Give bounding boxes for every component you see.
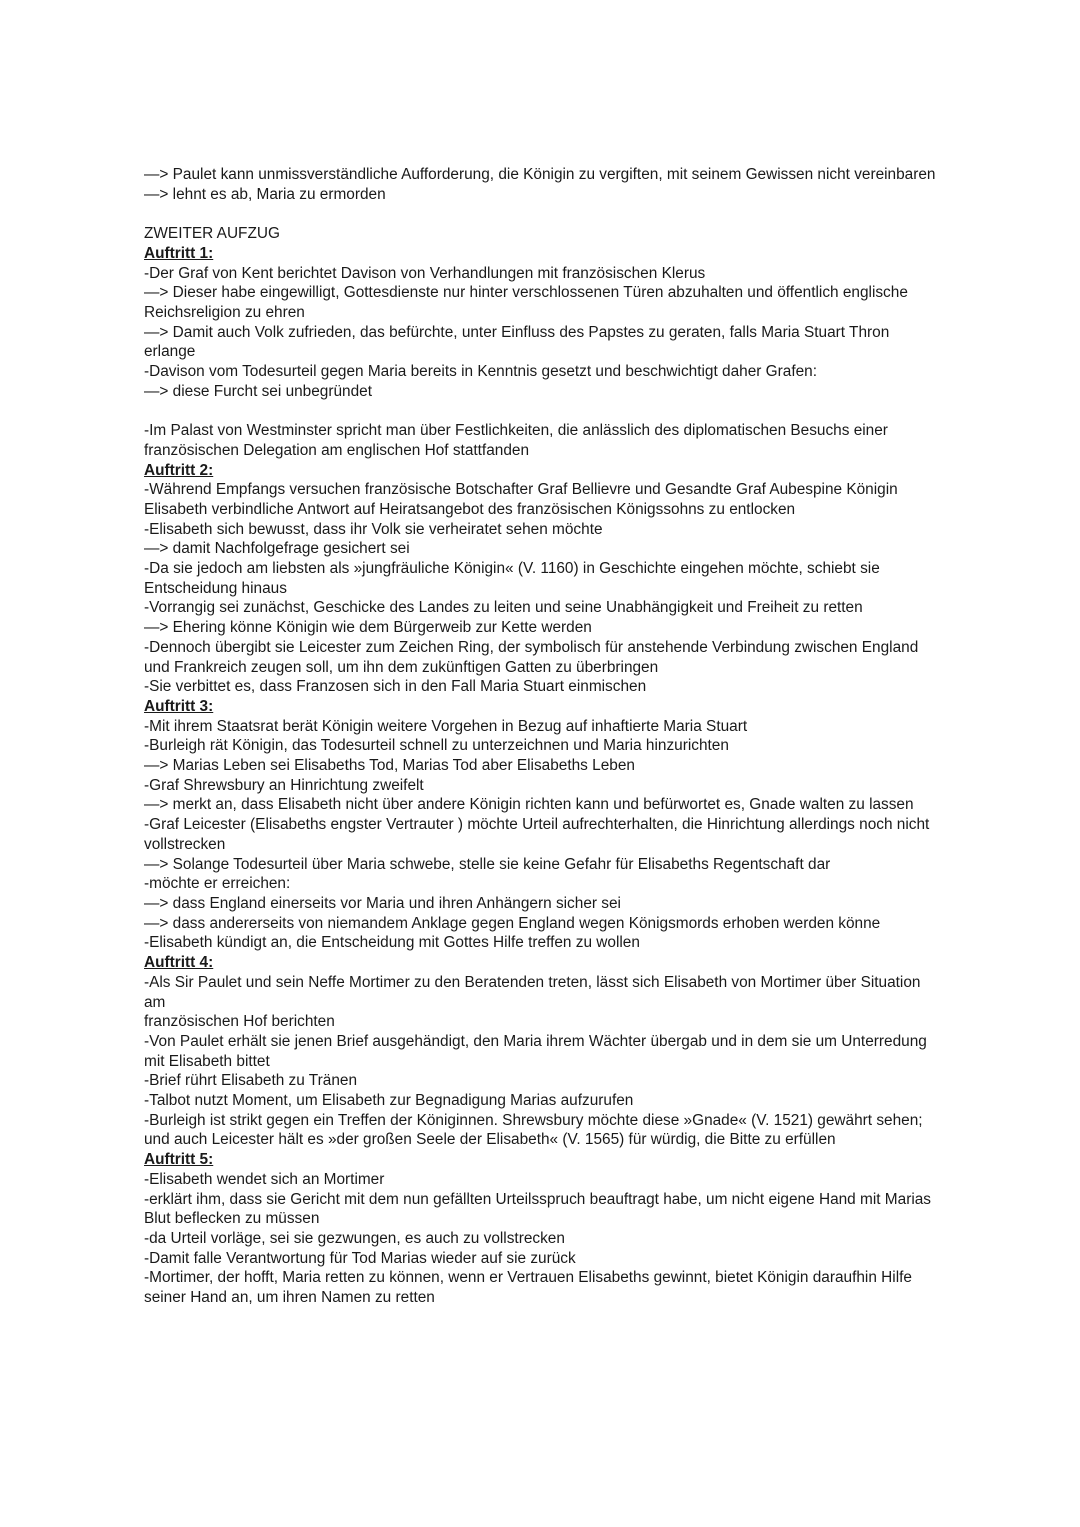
text-line: -Elisabeth sich bewusst, dass ihr Volk sie verheiratet sehen möchte	[144, 520, 603, 538]
text-line: -Während Empfangs versuchen französische Botschafter Graf Bellievre und Gesandte Graf Aubespine Königin Elisabeth verbindliche Antwort auf Heiratsangebot des französischen Königssohns zu entlocken	[144, 481, 898, 518]
text-line: -da Urteil vorläge, sei sie gezwungen, es auch zu vollstrecken	[144, 1229, 565, 1247]
text-line: französischen Hof berichten	[144, 1013, 335, 1031]
scene-heading: Auftritt 2:	[144, 461, 214, 479]
text-line: -Elisabeth kündigt an, die Entscheidung mit Gottes Hilfe treffen zu wollen	[144, 934, 640, 952]
text-line: —> dass andererseits von niemandem Anklage gegen England wegen Königsmords erhoben werden könne	[144, 914, 881, 932]
text-line: -Graf Shrewsbury an Hinrichtung zweifelt	[144, 776, 424, 794]
text-line: —> Ehering könne Königin wie dem Bürgerweib zur Kette werden	[144, 619, 592, 637]
text-line: —> Marias Leben sei Elisabeths Tod, Marias Tod aber Elisabeths Leben	[144, 757, 635, 775]
text-line: -Davison vom Todesurteil gegen Maria bereits in Kenntnis gesetzt und beschwichtigt daher Grafen:	[144, 363, 817, 381]
text-line: -Im Palast von Westminster spricht man über Festlichkeiten, die anlässlich des diplomatischen Besuchs einer französischen Delegation am englischen Hof stattfanden	[144, 422, 888, 459]
scene-heading: Auftritt 5:	[144, 1151, 214, 1169]
text-line: —> Damit auch Volk zufrieden, das befürchte, unter Einfluss des Papstes zu geraten, falls Maria Stuart Thron erlange	[144, 323, 890, 361]
text-line: -Burleigh ist strikt gegen ein Treffen der Königinnen. Shrewsbury möchte diese »Gnade« (V. 1521) gewährt sehen; und auch Leicester hält es »der großen Seele der Elisabeth« (V. 1565) für würdig, die Bitte zu erfüllen	[144, 1111, 923, 1149]
text-line: -Als Sir Paulet und sein Neffe Mortimer zu den Beratenden treten, lässt sich Elisabeth von Mortimer über Situation am	[144, 973, 921, 1011]
blank-line	[144, 401, 944, 421]
text-line: —> Paulet kann unmissverständliche Aufforderung, die Königin zu vergiften, mit seinem Gewissen nicht vereinbaren	[144, 166, 936, 183]
text-line: —> Solange Todesurteil über Maria schwebe, stelle sie keine Gefahr für Elisabeths Regentschaft dar	[144, 855, 831, 873]
text-line: —> Dieser habe eingewilligt, Gottesdienste nur hinter verschlossenen Türen abzuhalten und öffentlich englische Reichsreligion zu ehren	[144, 284, 908, 321]
text-line: -Elisabeth wendet sich an Mortimer	[144, 1170, 385, 1188]
text-line: -Sie verbittet es, dass Franzosen sich in den Fall Maria Stuart einmischen	[144, 678, 647, 696]
text-line: -Brief rührt Elisabeth zu Tränen	[144, 1072, 358, 1090]
scene-heading: Auftritt 3:	[144, 697, 214, 715]
text-line: —> diese Furcht sei unbegründet	[144, 382, 373, 400]
text-line: —> damit Nachfolgefrage gesichert sei	[144, 540, 410, 558]
blank-line	[144, 204, 944, 224]
act-title: ZWEITER AUFZUG	[144, 225, 280, 243]
scene-heading: Auftritt 4:	[144, 954, 214, 972]
text-line: -Von Paulet erhält sie jenen Brief ausgehändigt, den Maria ihrem Wächter übergab und in dem sie um Unterredung mit Elisabeth bittet	[144, 1032, 927, 1070]
text-line: —> merkt an, dass Elisabeth nicht über andere Königin richten kann und befürwortet es, Gnade walten zu lassen	[144, 796, 914, 814]
text-line: -Talbot nutzt Moment, um Elisabeth zur Begnadigung Marias aufzurufen	[144, 1092, 634, 1110]
text-line: -Da sie jedoch am liebsten als »jungfräuliche Königin« (V. 1160) in Geschichte eingehen möchte, schiebt sie Entscheidung hinaus	[144, 560, 880, 597]
text-line: -Burleigh rät Königin, das Todesurteil schnell zu unterzeichnen und Maria hinzurichten	[144, 737, 729, 755]
text-line: -erklärt ihm, dass sie Gericht mit dem nun gefällten Urteilsspruch beauftragt habe, um nicht eigene Hand mit Marias Blut beflecken zu müssen	[144, 1190, 931, 1228]
text-line: -möchte er erreichen:	[144, 875, 291, 893]
text-line: -Der Graf von Kent berichtet Davison von Verhandlungen mit französischen Klerus	[144, 264, 706, 282]
text-line: —> lehnt es ab, Maria zu ermorden	[144, 185, 386, 203]
text-line: -Mortimer, der hofft, Maria retten zu können, wenn er Vertrauen Elisabeths gewinnt, bietet Königin daraufhin Hilfe seiner Hand an, um ihren Namen zu retten	[144, 1269, 912, 1307]
document-page	[144, 165, 944, 1308]
text-line: -Damit falle Verantwortung für Tod Marias wieder auf sie zurück	[144, 1249, 576, 1267]
text-line: —> dass England einerseits vor Maria und ihren Anhängern sicher sei	[144, 894, 621, 912]
text-line: -Dennoch übergibt sie Leicester zum Zeichen Ring, der symbolisch für anstehende Verbindung zwischen England und Frankreich zeugen soll, um ihn dem zukünftigen Gatten zu überbringen	[144, 638, 919, 676]
text-line: -Mit ihrem Staatsrat berät Königin weitere Vorgehen in Bezug auf inhaftierte Maria Stuart	[144, 717, 748, 735]
text-line: -Graf Leicester (Elisabeths engster Vertrauter ) möchte Urteil aufrechterhalten, die Hinrichtung allerdings noch nicht vollstrecken	[144, 816, 930, 853]
text-line: -Vorrangig sei zunächst, Geschicke des Landes zu leiten und seine Unabhängigkeit und Freiheit zu retten	[144, 599, 863, 617]
scene-heading: Auftritt 1:	[144, 244, 214, 262]
